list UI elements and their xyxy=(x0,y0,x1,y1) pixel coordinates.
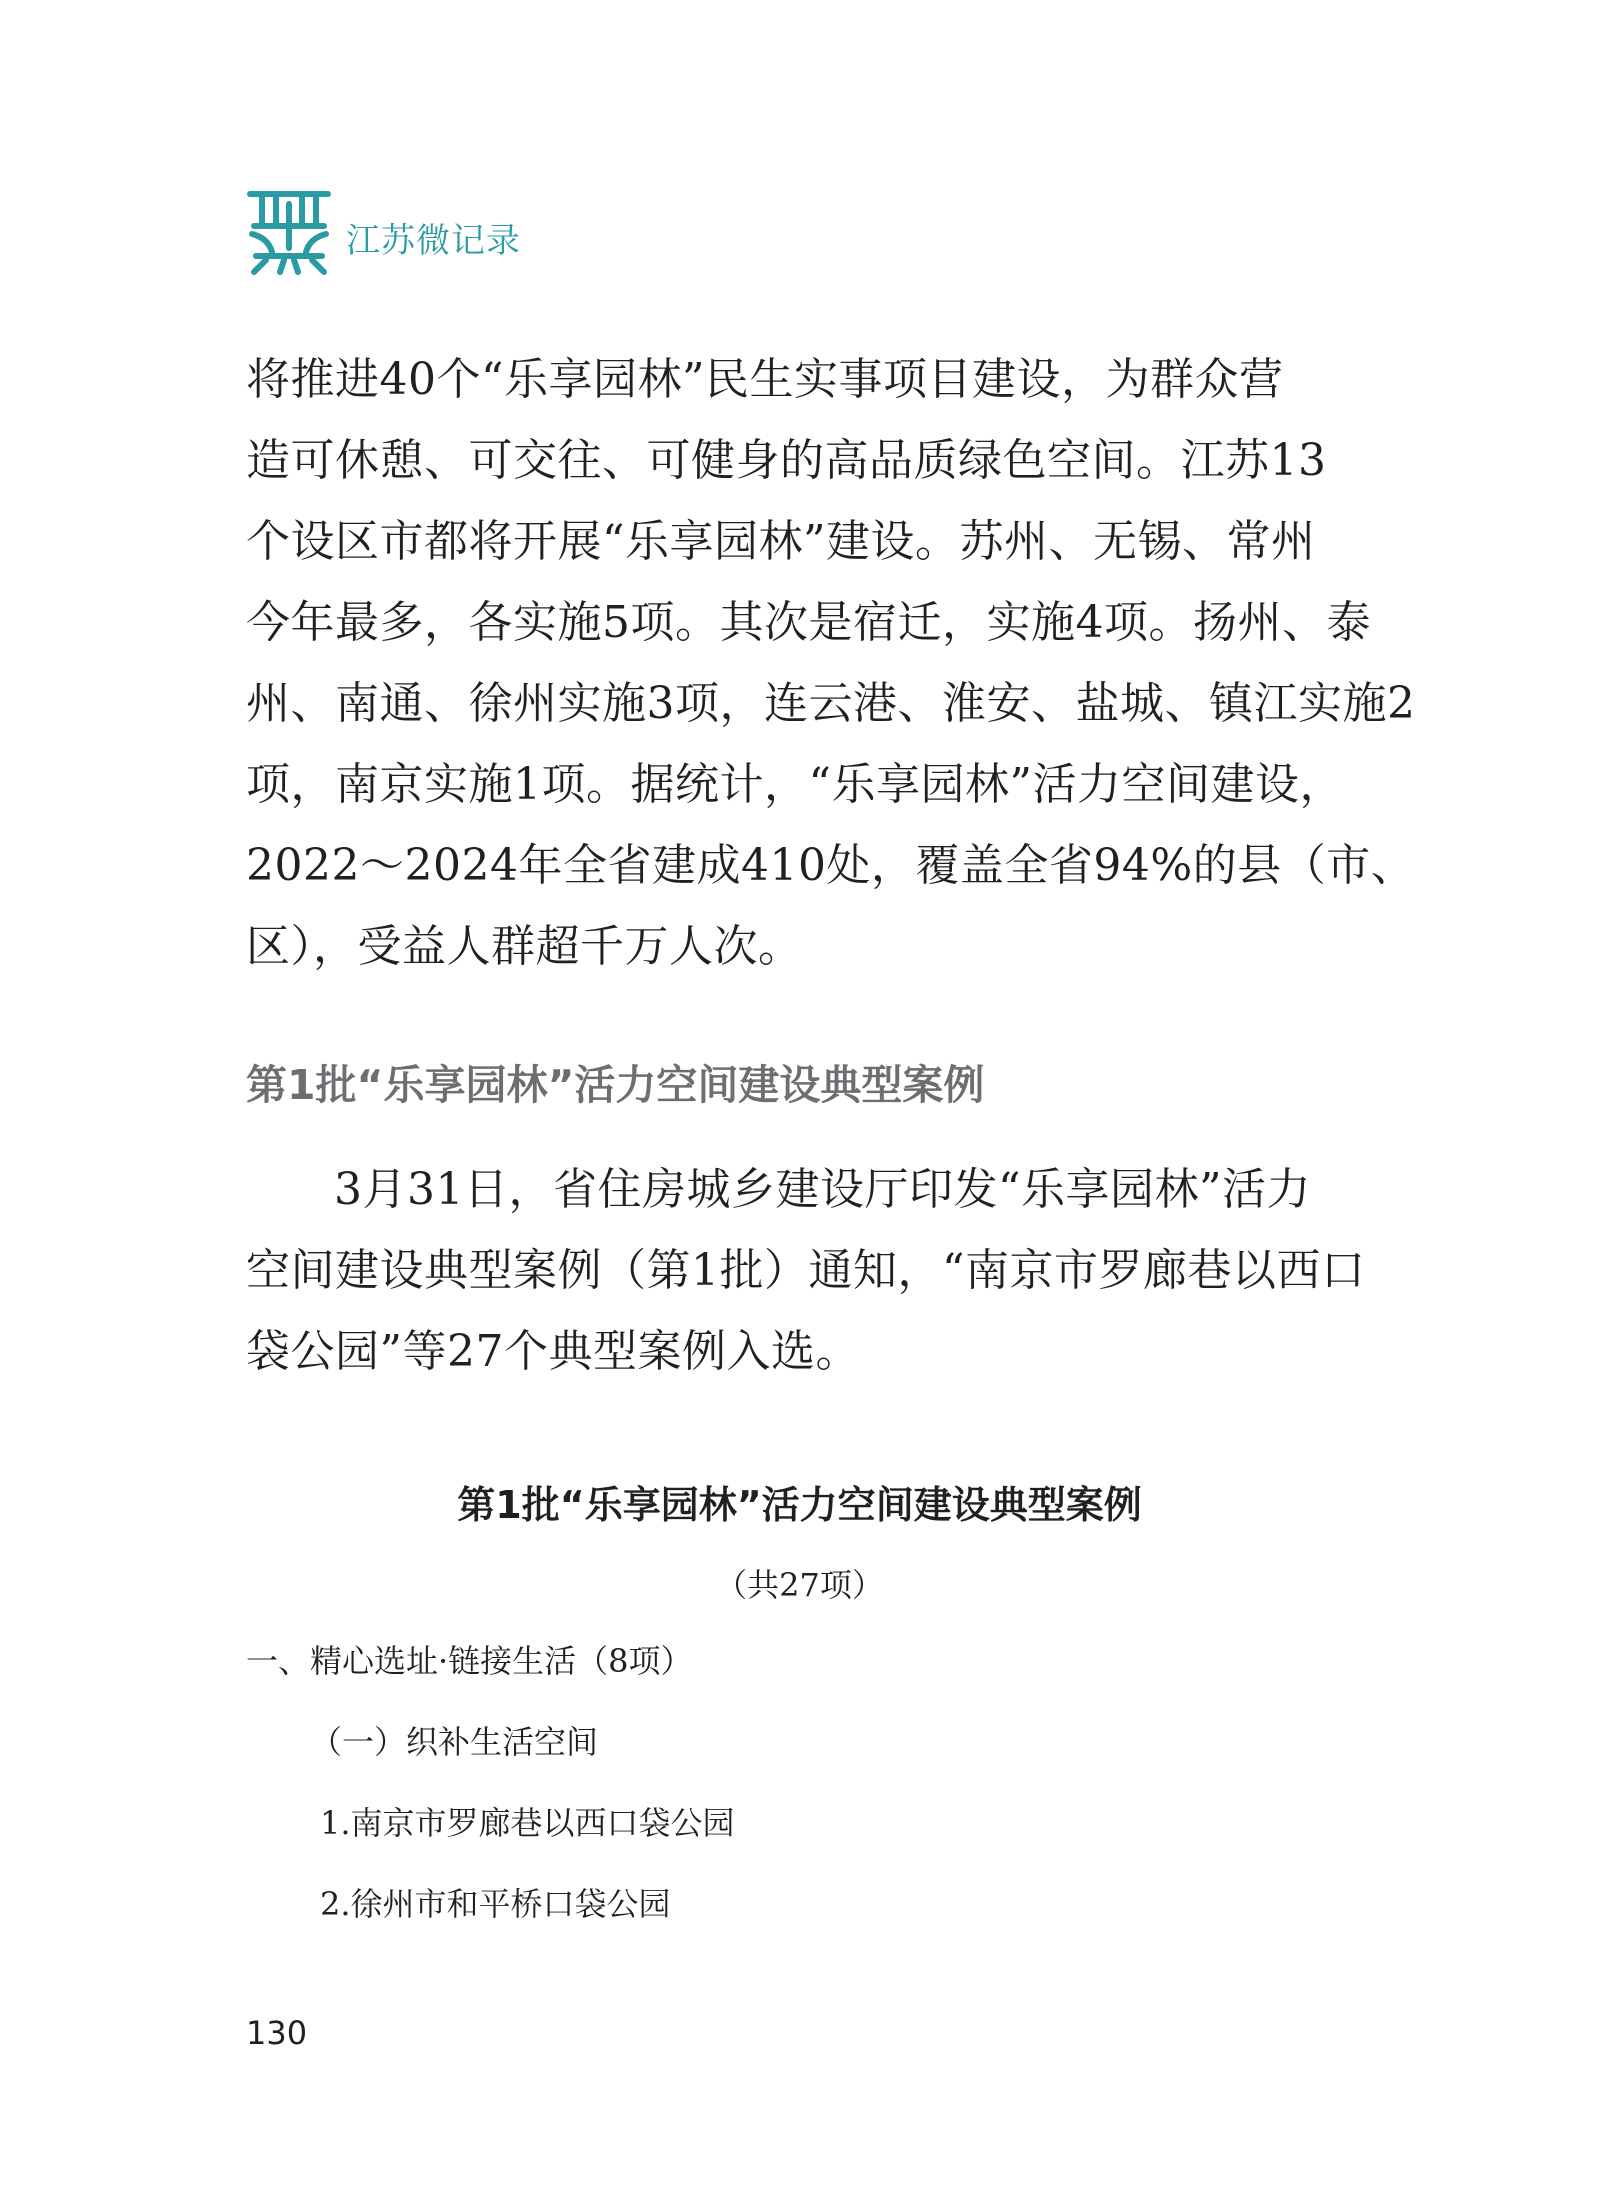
list-subcategory: （一）织补生活空间 xyxy=(310,1723,599,1761)
list-count: （共27项） xyxy=(715,1566,884,1604)
text-line: 空间建设典型案例（第1批）通知，“南京市罗廊巷以西口 xyxy=(246,1245,1366,1296)
text-line: 3月31日，省住房城乡建设厅印发“乐享园林”活力 xyxy=(334,1164,1311,1215)
text-line: 将推进40个“乐享园林”民生实事项目建设，为群众营 xyxy=(246,354,1284,405)
text-line: 2022～2024年全省建成410处，覆盖全省94%的县（市、 xyxy=(246,840,1416,891)
section-heading: 第1批“乐享园林”活力空间建设典型案例 xyxy=(246,1061,985,1109)
text-line: 造可休憩、可交往、可健身的高品质绿色空间。江苏13 xyxy=(246,435,1327,486)
text-line: 区），受益人群超千万人次。 xyxy=(246,921,803,972)
header-title: 江苏微记录 xyxy=(346,220,521,261)
text-line: 个设区市都将开展“乐享园林”建设。苏州、无锡、常州 xyxy=(246,516,1316,567)
list-item: 2.徐州市和平桥口袋公园 xyxy=(320,1885,671,1923)
page-number: 130 xyxy=(246,2014,308,2052)
list-category: 一、精心选址·链接生活（8项） xyxy=(246,1642,693,1680)
announcement-paragraph xyxy=(246,1149,1366,1392)
page-header xyxy=(246,186,521,276)
text-line: 项，南京实施1项。据统计，“乐享园林”活力空间建设， xyxy=(246,759,1344,810)
list-item: 1.南京市罗廊巷以西口袋公园 xyxy=(320,1804,735,1842)
stylized-tower-logo-icon xyxy=(246,186,332,276)
text-line: 州、南通、徐州实施3项，连云港、淮安、盐城、镇江实施2 xyxy=(246,678,1416,729)
text-line: 袋公园”等27个典型案例入选。 xyxy=(246,1326,860,1377)
text-line: 今年最多，各实施5项。其次是宿迁，实施4项。扬州、泰 xyxy=(246,597,1371,648)
list-title: 第1批“乐享园林”活力空间建设典型案例 xyxy=(457,1483,1142,1527)
intro-paragraph xyxy=(246,339,1416,987)
